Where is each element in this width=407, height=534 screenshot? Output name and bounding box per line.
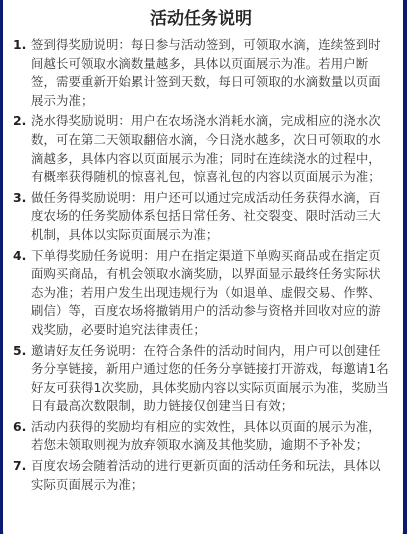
- rules-list: [13, 36, 389, 494]
- rule-item: [13, 247, 389, 340]
- rule-number: 7.: [13, 458, 27, 474]
- rule-text: 百度农场会随着活动的进行更新页面的活动任务和玩法，具体以实际页面展示为准；: [31, 458, 381, 492]
- rule-text: 活动内获得的奖励均有相应的实效性，具体以页面的展示为准，若您未领取则视为放弃领取水滴及其他奖励，逾期不予补发；: [31, 418, 381, 453]
- rule-number: 5.: [13, 342, 27, 358]
- rule-text: 做任务得奖励说明：用户还可以通过完成活动任务获得水滴，百度农场的任务奖励体系包括日常任务、社交裂变、限时活动三大机制，具体以实际页面展示为准；: [31, 189, 381, 242]
- rules-dialog: [3, 0, 403, 534]
- rule-item: [13, 112, 389, 186]
- rule-item: [13, 189, 389, 245]
- dialog-title: 活动任务说明: [150, 9, 252, 29]
- rule-text: 浇水得奖励说明：用户在农场浇水消耗水滴，完成相应的浇水次数，可在第二天领取翻倍水滴，今日浇水越多，次日可领取的水滴越多，具体内容以页面展示为准；同时在连续浇水的过程中，有概率获得随机的惊喜礼包，惊喜礼包的内容以页面展示为准；: [31, 113, 381, 185]
- rule-text: 下单得奖励任务说明：用户在指定渠道下单购买商品或在指定页面购买商品，有机会领取水滴奖励，以界面显示最终任务实际状态为准；若用户发生出现违规行为（如退单、虚假交易、作弊、刷信）等，百度农场将撤销用户的活动参与资格并回收对应的游戏奖励，必要时追究法律责任；: [31, 247, 381, 337]
- rule-item: [13, 418, 389, 455]
- rule-number: 4.: [13, 247, 27, 263]
- rule-text: 签到得奖励说明：每日参与活动签到，可领取水滴，连续签到时间越长可领取水滴数量越多，具体以页面展示为准。若用户断签，需要重新开始累计签到天数，每日可领取的水滴数量以页面展示为准；: [31, 37, 381, 108]
- rule-number: 6.: [13, 418, 27, 434]
- rule-text: 邀请好友任务说明：在符合条件的活动时间内，用户可以创建任务分享链接，新用户通过您的任务分享链接打开游戏，每邀请1名好友可获得1次奖励，具体奖励内容以实际页面展示为准，奖励当日有最高次数限制，助力链接仅创建当日有效；: [31, 342, 389, 414]
- rule-number: 2.: [13, 113, 27, 129]
- rule-number: 1.: [13, 37, 27, 52]
- rule-number: 3.: [13, 189, 27, 205]
- rule-item: [13, 36, 389, 110]
- rule-item: [13, 457, 389, 494]
- rule-item: [13, 342, 389, 416]
